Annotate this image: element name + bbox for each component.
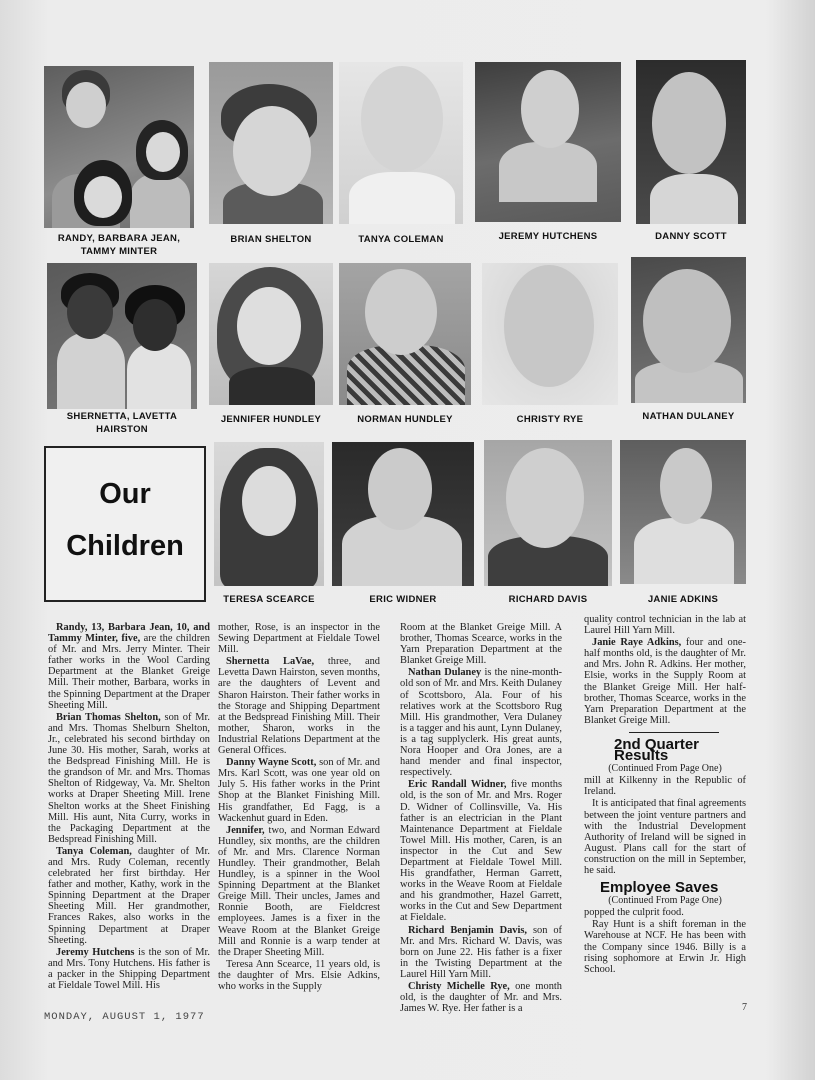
article-column-1 — [48, 622, 210, 992]
article-column-3 — [400, 622, 562, 1015]
saves-continued: (Continued From Page One) — [608, 895, 722, 907]
caption-jennifer-hundley: JENNIFER HUNDLEY — [220, 414, 322, 425]
divider — [629, 732, 719, 733]
photo-jennifer-hundley — [209, 263, 333, 405]
section-title-line1: Our — [99, 478, 151, 510]
caption-eric-widner: ERIC WIDNER — [369, 594, 437, 605]
caption-tanya-coleman: TANYA COLEMAN — [358, 234, 444, 245]
photo-danny-scott — [636, 60, 746, 224]
article-paragraph: Richard Benjamin Davis, son of Mr. and Mrs. Richard W. Davis, was born on June 22. His father is a fixer in the Twisting Department at the Laurel Hill Yarn Mill. — [400, 924, 562, 980]
article-paragraph: Christy Michelle Rye, one month old, is the daughter of Mr. and Mrs. James W. Rye. Her father is a — [400, 981, 562, 1015]
article-paragraph: Janie Raye Adkins, four and one-half months old, is the daughter of Mr. and Mrs. John R. Adkins. Her mother, Elsie, works in the Supply Room at the Blanket Greige Mill. Her half-brother, Thomas Scearce, works in the Yarn Preparation Department at the Blanket Greige Mill. — [584, 637, 746, 726]
article-paragraph: Randy, 13, Barbara Jean, 10, and Tammy Minter, five, are the children of Mr. and Mrs. Jerry Minter. Their father works in the Wool Carding Department at the Blanket Greige Mill. Their mother, Barbara, works in the Spinning Department at the Draper Sheeting Mill. — [48, 622, 210, 711]
article-paragraph: Ray Hunt is a shift foreman in the Warehouse at NCF. He has been with the Company since 1946. Billy is a rising sophomore at Erwin Jr. High School. — [584, 919, 746, 975]
caption-christy-rye: CHRISTY RYE — [516, 414, 584, 425]
article-column-4 — [584, 614, 746, 976]
photo-hairston-sisters — [47, 263, 197, 409]
photo-richard-davis — [484, 440, 612, 586]
saves-heading: Employee Saves — [600, 879, 719, 897]
photo-minter-children — [44, 66, 194, 228]
photo-teresa-scearce — [214, 442, 324, 586]
article-paragraph: popped the culprit food. — [584, 907, 684, 919]
article-paragraph: Room at the Blanket Greige Mill. A brother, Thomas Scearce, works in the Yarn Preparation Department at the Blanket Greige Mill. — [400, 622, 562, 667]
results-heading: 2nd Quarter Results — [614, 735, 700, 765]
caption-hairston: SHERNETTA, LAVETTA HAIRSTON — [66, 411, 178, 435]
caption-nathan-dulaney: NATHAN DULANEY — [642, 411, 735, 422]
photo-brian-shelton — [209, 62, 333, 224]
article-paragraph: mill at Kilkenny in the Republic of Ireland. — [584, 775, 746, 798]
article-paragraph: Eric Randall Widner, five months old, is the son of Mr. and Mrs. Roger D. Widner of Collinsville, Va. His father is an electrician in the Plant Maintenance Department at Fieldale Towel Mill. His mother, Caren, is an inspector in the Cut and Sew Department at Fieldale Towel Mill. His grandfather, Herman Garrett, works in the Weave Room at Fieldale and his grandmother, Hazel Garrett, works in the Cut and Sew Department at Fieldale. — [400, 779, 562, 924]
caption-janie-adkins: JANIE ADKINS — [647, 594, 719, 605]
article-paragraph: mother, Rose, is an inspector in the Sewing Department at Fieldale Towel Mill. — [218, 622, 380, 656]
issue-date: MONDAY, AUGUST 1, 1977 — [44, 1011, 205, 1023]
caption-richard-davis: RICHARD DAVIS — [508, 594, 588, 605]
page-number: 7 — [742, 1002, 747, 1013]
article-paragraph: Jennifer, two, and Norman Edward Hundley, six months, are the children of Mr. and Mrs. Clarence Norman Hundley. Their grandmother, Belah Hundley, is a spinner in the Wool Spinning Department at the Blanket Greige Mill. Their uncles, James and Ronnie Booth, are Fieldcrest employees. James is a fixer in the Weave Room at the Blanket Greige Mill and Ronnie is a warp tender at the Draper Sheeting Mill. — [218, 824, 380, 958]
photo-norman-hundley — [339, 263, 471, 405]
section-title-line2: Children — [66, 530, 184, 562]
article-paragraph: It is anticipated that final agreements between the joint venture partners and with the Industrial Development Authority of Ireland will be signed in August. Plans call for the start of construction on the mill in September, he said. — [584, 798, 746, 876]
caption-teresa-scearce: TERESA SCEARCE — [223, 594, 315, 605]
photo-christy-rye — [482, 263, 618, 405]
caption-minter: RANDY, BARBARA JEAN, TAMMY MINTER — [57, 233, 181, 257]
caption-danny-scott: DANNY SCOTT — [655, 231, 727, 242]
photo-tanya-coleman — [339, 62, 463, 224]
article-paragraph: Teresa Ann Scearce, 11 years old, is the daughter of Mrs. Elsie Adkins, who works in the Supply — [218, 958, 380, 992]
article-paragraph: quality control technician in the lab at Laurel Hill Yarn Mill. — [584, 614, 746, 637]
article-paragraph: Shernetta LaVae, three, and Levetta Dawn Hairston, seven months, are the daughters of Levent and Sharon Hairston. Their father works in the Storage and Shipping Department at the Bedspread Finishing Mill. Their mother, Sharon, works in the Industrial Relations Department at the General Offices. — [218, 656, 380, 757]
article-column-2 — [218, 622, 380, 993]
article-paragraph: Brian Thomas Shelton, son of Mr. and Mrs. Thomas Shelburn Shelton, Jr., celebrated his second birthday on June 30. His mother, Sarah, works at the Bedspread Finishing Mill. He is the grandson of Mr. and Mrs. Thomas Shelton of Ridgeway, Va. Mr. Shelton works at Draper Sheeting Mill. Irene Shelton works at the Sheet Finishing Mill. His aunt, Nita Curry, works in the Packaging Department at the Bedspread Finishing Mill. — [48, 711, 210, 845]
photo-janie-adkins — [620, 440, 746, 584]
article-paragraph: Nathan Dulaney is the nine-month-old son of Mr. and Mrs. Keith Dulaney of Scottsboro, Ala. Four of his relatives work at the Scottsboro Rug Mill. His grandmother, Vera Dulaney is a tagger and his aunt, Lynn Dulaney, is a tag supplyclerk. His great aunts, Nora Hooper and Ora Jones, are a hand mender and final inspector, respectively. — [400, 667, 562, 779]
results-continued: (Continued From Page One) — [608, 763, 722, 775]
section-title-box — [44, 446, 206, 602]
photo-nathan-dulaney — [631, 257, 746, 403]
article-paragraph: Tanya Coleman, daughter of Mr. and Mrs. Rudy Coleman, recently celebrated her first birthday. Her father and mother, Kathy, work in the Spinning Department at the Draper Sheeting Mill. Her grandmother, Frances Rakes, also works in the Spinning Department at Draper Sheeting. — [48, 845, 210, 946]
photo-eric-widner — [332, 442, 474, 586]
caption-norman-hundley: NORMAN HUNDLEY — [357, 414, 453, 425]
caption-brian-shelton: BRIAN SHELTON — [230, 234, 312, 245]
article-paragraph: Jeremy Hutchens is the son of Mr. and Mrs. Tony Hutchens. His father is a packer in the Shipping Department at Fieldale Towel Mill. His — [48, 946, 210, 991]
article-paragraph: Danny Wayne Scott, son of Mr. and Mrs. Karl Scott, was one year old on July 5. His father works in the Print Shop at the Blanket Finishing Mill. His grandfather, Ed Fagg, is a Wackenhut guard in Eden. — [218, 757, 380, 824]
caption-jeremy-hutchens: JEREMY HUTCHENS — [498, 231, 598, 242]
photo-jeremy-hutchens — [475, 62, 621, 222]
